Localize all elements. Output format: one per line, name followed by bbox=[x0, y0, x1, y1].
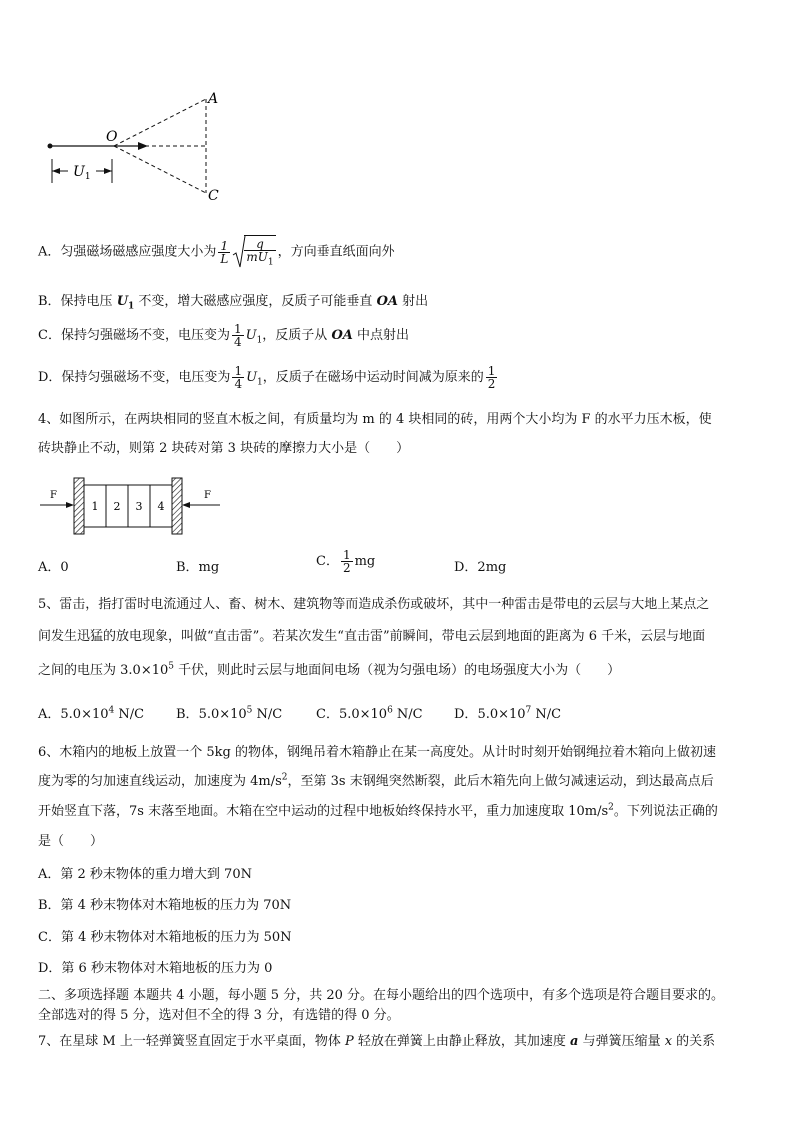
label-o: O bbox=[106, 129, 118, 145]
q5-stem-line1: 5、雷击，指打雷时电流通过人、畜、树木、建筑物等而造成杀伤或破坏，其中一种雷击是带电的云层与大地上某点之 bbox=[38, 597, 710, 612]
q4-option-a: A．0 bbox=[38, 560, 69, 575]
q6-stem-line3: 开始竖直下落，7s 末落至地面。木箱在空中运动的过程中地板始终保持水平，重力加速度取 $10m/s^2$。下列说法正确的 bbox=[38, 802, 718, 819]
q6-option-d: D．第 6 秒末物体对木箱地板的压力为 0 bbox=[38, 961, 273, 976]
q5-option-a: A．$5.0\times 10^4$ N/C bbox=[38, 705, 145, 722]
q5-option-c: C．$5.0\times 10^6$ N/C bbox=[316, 705, 423, 722]
section2-heading-line2: 全部选对的得 5 分，选对但不全的得 3 分，有选错的得 0 分。 bbox=[38, 1008, 400, 1023]
brick-label: 1 bbox=[91, 500, 99, 513]
q5-stem-line3: 之间的电压为 $3.0\times 10^5$ 千伏，则此时云层与地面间电场（视为匀强电场）的电场强度大小为（ ） bbox=[38, 661, 621, 678]
sqrt-expression: $\frac{q}{mU_1}$ bbox=[232, 232, 277, 272]
q5-option-b: B．$5.0\times 10^5$ N/C bbox=[176, 705, 283, 722]
q3-option-d: D．保持匀强磁场不变，电压变为 $\frac{1}{4}$ $U_1$，反质子在磁场中运动时间减为原来的 $\frac{1}{2}$ bbox=[38, 364, 496, 391]
q6-option-b: B．第 4 秒末物体对木箱地板的压力为 70N bbox=[38, 898, 292, 913]
q4-option-c: C． $\frac{1}{2}$ mg bbox=[316, 548, 376, 575]
q6-option-c: C．第 4 秒末物体对木箱地板的压力为 50N bbox=[38, 930, 292, 945]
fraction: $\frac{1}{L}$ bbox=[220, 238, 229, 266]
q3-option-a: A．匀强磁场磁感应强度大小为 $\frac{1}{L}$ $\frac{q}{mU_1}$ ，方向垂直纸面向外 bbox=[38, 232, 395, 272]
section2-heading-line1: 二、多项选择题 本题共 4 小题，每小题 5 分，共 20 分。在每小题给出的四个选项中，有多个选项是符合题目要求的。 bbox=[38, 988, 725, 1003]
q4-stem-line2: 砖块静止不动，则第 2 块砖对第 3 块砖的摩擦力大小是（ ） bbox=[38, 441, 410, 456]
force-label-left: F bbox=[50, 490, 57, 501]
figure-oac-diagram bbox=[40, 85, 240, 205]
brick-label: 2 bbox=[113, 500, 121, 513]
board-right bbox=[172, 478, 182, 534]
brick-label: 3 bbox=[135, 500, 143, 513]
q7-stem-line1: 7、在星球 M 上一轻弹簧竖直固定于水平桌面，物体 P 轻放在弹簧上由静止释放，其加速度 a 与弹簧压缩量 x 的关系 bbox=[38, 1034, 716, 1049]
force-label-right: F bbox=[204, 490, 211, 501]
q4-stem-line1: 4、如图所示，在两块相同的竖直木板之间，有质量均为 m 的 4 块相同的砖，用两个大小均为 F 的水平力压木板，使 bbox=[38, 412, 712, 427]
q5-stem-line2: 间发生迅猛的放电现象，叫做“直击雷”。若某次发生“直击雷”前瞬间，带电云层到地面的距离为 6 千米，云层与地面 bbox=[38, 629, 706, 644]
q6-stem-line1: 6、木箱内的地板上放置一个 5kg 的物体，钢绳吊着木箱静止在某一高度处。从计时时刻开始钢绳拉着木箱向上做初速 bbox=[38, 745, 717, 760]
q3-option-b: B．保持电压 $U_1$ 不变，增大磁感应强度，反质子可能垂直 OA 射出 bbox=[38, 294, 429, 312]
label-c: C bbox=[208, 188, 219, 204]
q5-option-d: D．$5.0\times 10^7$ N/C bbox=[454, 705, 562, 722]
q6-stem-line2: 度为零的匀加速直线运动，加速度为 $4m/s^2$，至第 3s 末钢绳突然断裂，此后木箱先向上做匀减速运动，到达最高点后 bbox=[38, 772, 714, 789]
q3-option-c: C．保持匀强磁场不变，电压变为 $\frac{1}{4}$ $U_1$，反质子从 OA 中点射出 bbox=[38, 322, 409, 349]
board-left bbox=[74, 478, 84, 534]
q6-option-a: A．第 2 秒末物体的重力增大到 70N bbox=[38, 867, 252, 882]
brick-label: 4 bbox=[157, 500, 165, 513]
q4-option-d: D．2mg bbox=[454, 560, 507, 575]
q4-option-b: B．mg bbox=[176, 560, 220, 575]
label-a: A bbox=[208, 91, 219, 107]
label-u1: $U_1$ bbox=[73, 164, 91, 182]
q6-stem-line4: 是（ ） bbox=[38, 834, 104, 849]
figure-bricks-diagram bbox=[38, 474, 238, 542]
